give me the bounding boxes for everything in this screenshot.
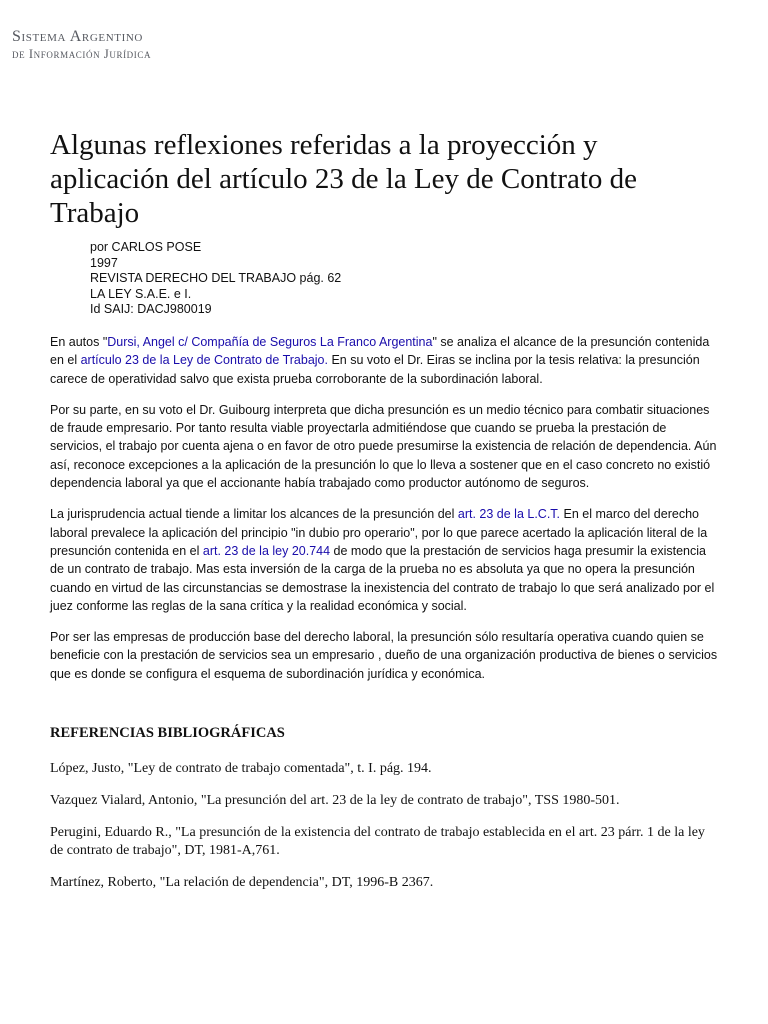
- text: de modo que la prestación de servicios haga presumir la existencia de un contrato de trabajo. Mas esta inversión de la carga de la prueba no es absoluta ya que no opera la presunción cuando en virtud de las circunstancias se demostrase la inexistencia del contrato de trabajo lo que será analizado por el juez conforme las reglas de la sana crítica y la realidad económica y social.: [50, 543, 715, 613]
- text: " se analiza el alcance de la presunción contenida en el: [50, 335, 710, 368]
- link-art-23-lct[interactable]: art. 23 de la L.C.T.: [457, 507, 561, 522]
- link-articulo-23-lct[interactable]: artículo 23 de la Ley de Contrato de Trabajo.: [80, 353, 328, 368]
- saij-id: Id SAIJ: DACJ980019: [90, 302, 212, 316]
- source: REVISTA DERECHO DEL TRABAJO pág. 62: [90, 271, 342, 285]
- text: Por ser las empresas de producción base del derecho laboral, la presunción sólo resultaría operativa cuando quien se beneficie con la prestación de servicios sea un empresario , dueño de una organización productiva de bienes o servicios que es donde se configura el esquema de subordinación jurídica y económica.: [50, 630, 718, 681]
- references-section: [50, 724, 718, 906]
- publisher: LA LEY S.A.E. e I.: [90, 286, 192, 301]
- document-metadata: [90, 240, 341, 318]
- text: La jurisprudencia actual tiende a limitar los alcances de la presunción del: [50, 507, 458, 522]
- reference-item: Martínez, Roberto, "La relación de dependencia", DT, 1996-B 2367.: [50, 875, 434, 890]
- text: Por su parte, en su voto el Dr. Guibourg interpreta que dicha presunción es un medio técnico para combatir situaciones de fraude empresario. Por tanto resulta viable proyectarla admitiéndose que cuando se prueba la prestación de servicios, el trabajo por cuenta ajena o en favor de otro puede presumirse la existencia de relación de dependencia. Aún así, reconoce excepciones a la aplicación de la presunción lo que lo lleva a sostener que en el caso concreto no existió dependencia laboral ya que el accionante había trabajado como productor autónomo de seguros.: [50, 402, 717, 491]
- link-art-23-ley-20744[interactable]: art. 23 de la ley 20.744: [202, 543, 331, 558]
- text: En el marco del derecho laboral prevalece la aplicación del principio "in dubio pro operario", por lo que parece acertado la aplicación literal de la presunción contenida en el: [50, 507, 708, 558]
- logo-line-1: Sistema Argentino: [12, 28, 143, 45]
- year: 1997: [90, 255, 118, 270]
- reference-item: López, Justo, "Ley de contrato de trabajo comentada", t. I. pág. 194.: [50, 761, 432, 776]
- paragraph-1: [50, 333, 718, 388]
- text: En su voto el Dr. Eiras se inclina por la tesis relativa: la presunción carece de operatividad salvo que exista prueba corroborante de la subordinación laboral.: [50, 353, 700, 386]
- saij-logo: [12, 29, 151, 61]
- reference-item: Vazquez Vialard, Antonio, "La presunción del art. 23 de la ley de contrato de trabajo", TSS 1980-501.: [50, 793, 620, 808]
- reference-item: Perugini, Eduardo R., "La presunción de la existencia del contrato de trabajo establecida en el art. 23 párr. 1 de la ley de contrato de trabajo", DT, 1981-A,761.: [50, 825, 705, 858]
- references-heading: REFERENCIAS BIBLIOGRÁFICAS: [50, 725, 285, 741]
- document-title: Algunas reflexiones referidas a la proyección y aplicación del artículo 23 de la Ley de Contrato de Trabajo: [50, 129, 638, 229]
- logo-line-2: de Información Jurídica: [12, 47, 152, 61]
- paragraph-2: [50, 401, 718, 492]
- paragraph-4: [50, 628, 718, 683]
- document-body: [50, 333, 718, 696]
- link-dursi-case[interactable]: Dursi, Angel c/ Compañía de Seguros La Franco Argentina: [107, 335, 433, 349]
- text: En autos ": [50, 335, 108, 349]
- author: por CARLOS POSE: [90, 240, 202, 254]
- paragraph-3: [50, 505, 718, 615]
